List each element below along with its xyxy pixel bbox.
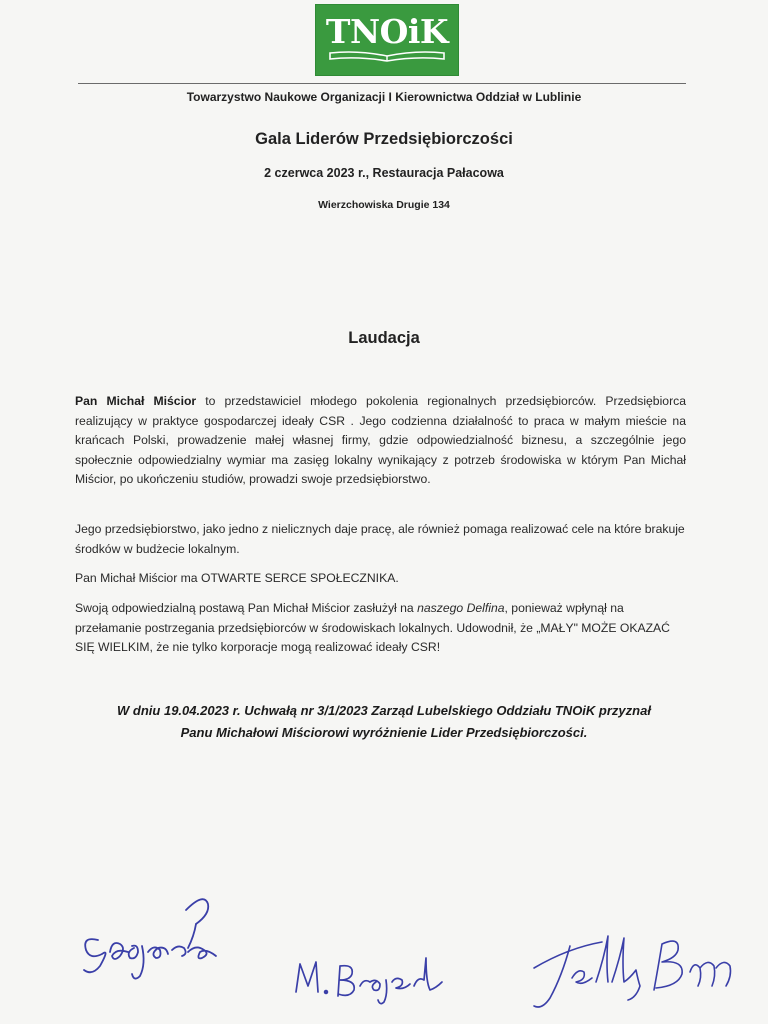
decision-line-2: Panu Michałowi Miściorowi wyróżnienie Lider Przedsiębiorczości. — [180, 725, 588, 740]
open-book-icon — [328, 50, 446, 62]
laudation-paragraph-1 — [75, 392, 686, 490]
paragraph-3-text: Pan Michał Miścior ma OTWARTE SERCE SPOŁECZNIKA. — [75, 571, 399, 585]
signature-left — [76, 890, 226, 985]
header-divider — [78, 83, 686, 84]
tnoik-logo — [315, 4, 459, 76]
organization-name: Towarzystwo Naukowe Organizacji I Kierownictwa Oddział w Lublinie — [186, 90, 582, 104]
paragraph-2-text: Jego przedsiębiorstwo, jako jedno z nielicznych daje pracę, ale również pomaga realizować cele na które brakuje środków w budżecie lokalnym. — [75, 522, 685, 556]
laudation-paragraph-3 — [75, 569, 686, 589]
paragraph-4-italic: naszego Delfina — [417, 601, 505, 615]
decision-line-1: W dniu 19.04.2023 r. Uchwałą nr 3/1/2023 Zarząd Lubelskiego Oddziału TNOiK przyznał — [117, 703, 651, 718]
event-title: Gala Liderów Przedsiębiorczości — [255, 130, 513, 148]
event-date-place: 2 czerwca 2023 r., Restauracja Pałacowa — [264, 166, 504, 180]
paragraph-4-text-end: , ponieważ wpłynął na przełamanie postrzegania przedsiębiorców w środowiskach lokalnych. Udowodnił, że „MAŁY" MOŻE OKAZAĆ SIĘ WIELKIM, że nie tylko korporacje mogą realizować ideały CSR! — [75, 601, 670, 654]
paragraph-1-text: to przedstawiciel młodego pokolenia regionalnych przedsiębiorców. Przedsiębiorca realizujący w praktyce gospodarczej ideały CSR . Jego codzienna działalność to praca w małym mieście na krańcach Polski, prowadzenie małej własnej firmy, gdzie odpowiedzialność biznesu, a szczególnie jego społecznie odpowiedzialny wymiar ma zasięg lokalny wynikający z potrzeb środowiska w którym Pan Michał Miścior, po ukończeniu studiów, prowadzi swoje przedsiębiorstwo. — [75, 394, 686, 486]
signature-middle — [292, 952, 452, 1007]
board-decision — [75, 700, 693, 744]
signature-right — [512, 928, 742, 1013]
document-heading: Laudacja — [348, 329, 420, 347]
event-address: Wierzchowiska Drugie 134 — [318, 199, 450, 211]
laureate-name: Pan Michał Miścior — [75, 394, 197, 408]
paragraph-4-text-start: Swoją odpowiedzialną postawą Pan Michał Miścior zasłużył na — [75, 601, 418, 615]
laudation-paragraph-4 — [75, 599, 686, 658]
laudation-paragraph-2 — [75, 520, 686, 559]
logo-text: TNOiK — [325, 11, 449, 51]
